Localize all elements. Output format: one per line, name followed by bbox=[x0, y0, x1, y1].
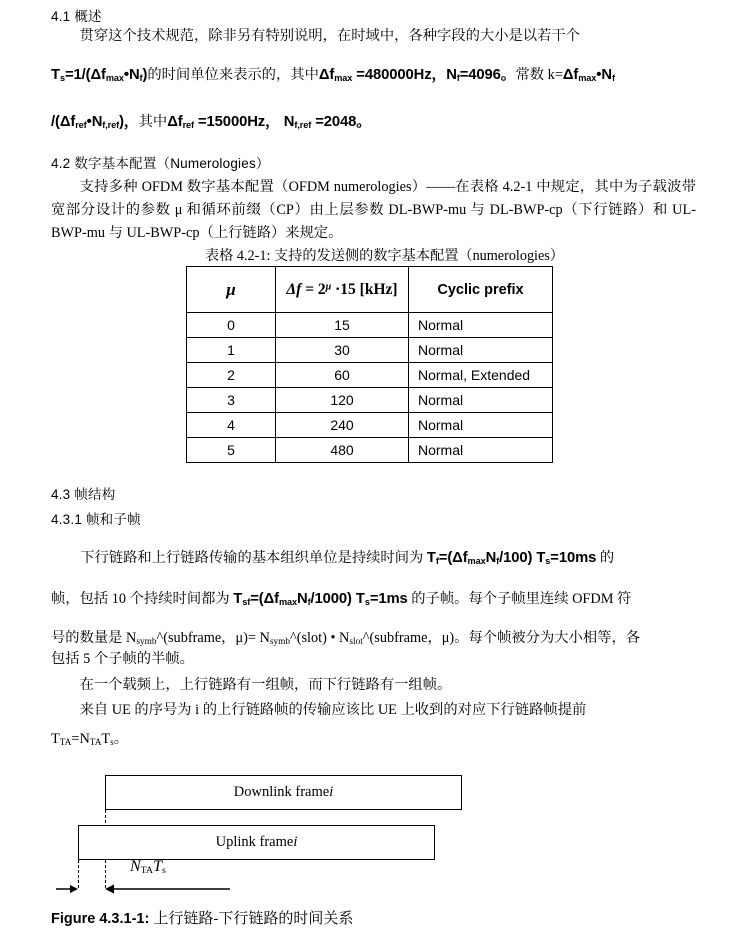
formula-ts-cn-3: 其中 bbox=[138, 114, 168, 130]
para-431-cn-2: 的 bbox=[596, 550, 615, 566]
downlink-frame-index: i bbox=[329, 784, 334, 800]
cell-delta-f: 15 bbox=[276, 313, 409, 338]
cell-cyclic-prefix: Normal, Extended bbox=[409, 363, 553, 388]
timing-figure bbox=[0, 760, 739, 900]
cell-cyclic-prefix: Normal bbox=[409, 438, 553, 463]
numerology-table bbox=[186, 266, 553, 463]
formula-ts-line-1 bbox=[51, 63, 711, 84]
cell-mu: 5 bbox=[187, 438, 276, 463]
paragraph-4-2-body bbox=[51, 176, 696, 245]
paragraph-4-3-1-line-1 bbox=[51, 547, 711, 567]
table-caption: 表格 4.2-1: 支持的发送侧的数字基本配置（numerologies） bbox=[204, 248, 564, 264]
table-row bbox=[187, 313, 553, 338]
table-header-row bbox=[187, 267, 553, 313]
nta-ts-label: $N_{TA}T_s$ bbox=[130, 858, 166, 877]
paragraph-4-3-1-line-2 bbox=[51, 588, 711, 608]
cell-cyclic-prefix: Normal bbox=[409, 388, 553, 413]
paragraph-4-1-intro-text: 贯穿这个技术规范，除非另有特别说明，在时域中，各种字段的大小是以若干个 bbox=[79, 28, 580, 44]
heading-4-3-1: 4.3.1 帧和子帧 bbox=[51, 512, 141, 527]
formula-tf: $T_f=(\Delta f_{max}N_f/100)$ $T_s=10ms$ bbox=[426, 550, 597, 567]
cell-mu: 1 bbox=[187, 338, 276, 363]
formula-ts-part-d: $/(\Delta f_{ref}•N_{f,ref})$， bbox=[51, 114, 139, 131]
paragraph-4-3-1-line-7 bbox=[51, 728, 711, 748]
paragraph-4-3-1-line-4 bbox=[51, 652, 696, 666]
para-431-text-4: 包括 5 个子帧的半帧。 bbox=[51, 651, 194, 667]
paragraph-4-2-text: 支持多种 OFDM 数字基本配置（OFDM numerologies）——在表格 4.2-1 中规定，其中为子载波带宽部分设计的参数 μ 和循环前缀（CP）由上层参数 DL-BWP-mu 与 DL-BWP-cp（下行链路）和 UL-BWP-mu 与 UL-BWP-cp（上行链路）来规定。 bbox=[51, 179, 696, 241]
figure-caption bbox=[51, 907, 353, 928]
downlink-frame-box bbox=[105, 775, 462, 810]
formula-ts-cn-1: 的时间单位来表示的，其中 bbox=[147, 67, 319, 83]
cell-delta-f: 30 bbox=[276, 338, 409, 363]
figure-caption-en: Figure 4.3.1-1: bbox=[51, 911, 154, 927]
paragraph-4-3-1-line-6 bbox=[51, 703, 706, 717]
formula-ts-part-a: $T_s=1/(\Delta f_{max}•N_f)$ bbox=[51, 67, 148, 84]
cell-delta-f: 60 bbox=[276, 363, 409, 388]
cell-mu: 2 bbox=[187, 363, 276, 388]
para-431-text-5: 在一个载频上，上行链路有一组帧，而下行链路有一组帧。 bbox=[79, 677, 452, 693]
cell-mu: 3 bbox=[187, 388, 276, 413]
downlink-frame-label: Downlink frame bbox=[233, 784, 330, 800]
timing-arrow-svg bbox=[0, 878, 470, 900]
cell-cyclic-prefix: Normal bbox=[409, 313, 553, 338]
cell-delta-f: 240 bbox=[276, 413, 409, 438]
table-row bbox=[187, 413, 553, 438]
table-row bbox=[187, 338, 553, 363]
formula-tta: $T_{TA}=N_{TA}T_s$。 bbox=[51, 731, 129, 749]
formula-ts-part-b: $\Delta f_{max} =480000Hz$，$N_f=4096$。 bbox=[318, 67, 516, 84]
cell-cyclic-prefix: Normal bbox=[409, 413, 553, 438]
uplink-frame-index: i bbox=[293, 834, 298, 850]
cell-delta-f: 120 bbox=[276, 388, 409, 413]
figure-caption-cn: 上行链路-下行链路的时间关系 bbox=[153, 911, 354, 927]
table-row bbox=[187, 363, 553, 388]
formula-ts-line-2 bbox=[51, 110, 711, 131]
uplink-frame-box bbox=[78, 825, 435, 860]
para-431-cn-4: 的子帧。每个子帧里连续 OFDM 符 bbox=[407, 591, 632, 607]
paragraph-4-3-1-line-5 bbox=[51, 678, 696, 692]
heading-4-1: 4.1 概述 bbox=[51, 9, 102, 24]
uplink-frame-label: Uplink frame bbox=[215, 834, 294, 850]
formula-nsymb: $_{symb}$^(subframe，$\mu)= N_{symb}\^{}(slot)$ • $N_{slot}\^{}(subframe$，μ)。每个帧被分为大小相等，各 bbox=[136, 630, 641, 648]
paragraph-4-3-1-line-3 bbox=[51, 627, 711, 647]
table-body bbox=[187, 313, 553, 463]
para-431-cn-3: 帧，包括 10 个持续时间都为 bbox=[51, 591, 234, 607]
formula-ts-part-e: $\Delta f_{ref} =15000Hz$， $N_{f,ref} =2048$。 bbox=[167, 114, 371, 131]
heading-4-2: 4.2 数字基本配置（Numerologies） bbox=[51, 156, 270, 171]
paragraph-4-1-intro bbox=[51, 29, 696, 43]
heading-4-3: 4.3 帧结构 bbox=[51, 487, 116, 502]
para-431-cn-5: 号的数量是 N bbox=[51, 630, 137, 646]
formula-tsf: $T_{sf}=(\Delta f_{max}N_f/1000)$ $T_s=1ms$ bbox=[233, 591, 408, 608]
cell-delta-f: 480 bbox=[276, 438, 409, 463]
table-header-mu: μ bbox=[187, 267, 276, 313]
para-431-cn-1: 下行链路和上行链路传输的基本组织单位是持续时间为 bbox=[80, 550, 427, 566]
formula-ts-part-c: $\Delta f_{max}•N_f$ bbox=[562, 67, 615, 84]
cell-mu: 0 bbox=[187, 313, 276, 338]
cell-cyclic-prefix: Normal bbox=[409, 338, 553, 363]
table-header-cyclic-prefix: Cyclic prefix bbox=[409, 267, 553, 313]
formula-ts-cn-2: 常数 k= bbox=[515, 67, 563, 83]
cell-mu: 4 bbox=[187, 413, 276, 438]
timing-arrows bbox=[0, 878, 470, 898]
table-header-delta-f: $\Delta f = 2^\mu \cdot 15$ [kHz] bbox=[276, 267, 409, 313]
table-row bbox=[187, 388, 553, 413]
table-row bbox=[187, 438, 553, 463]
para-431-text-6: 来自 UE 的序号为 i 的上行链路帧的传输应该比 UE 上收到的对应下行链路帧提前 bbox=[79, 702, 587, 718]
